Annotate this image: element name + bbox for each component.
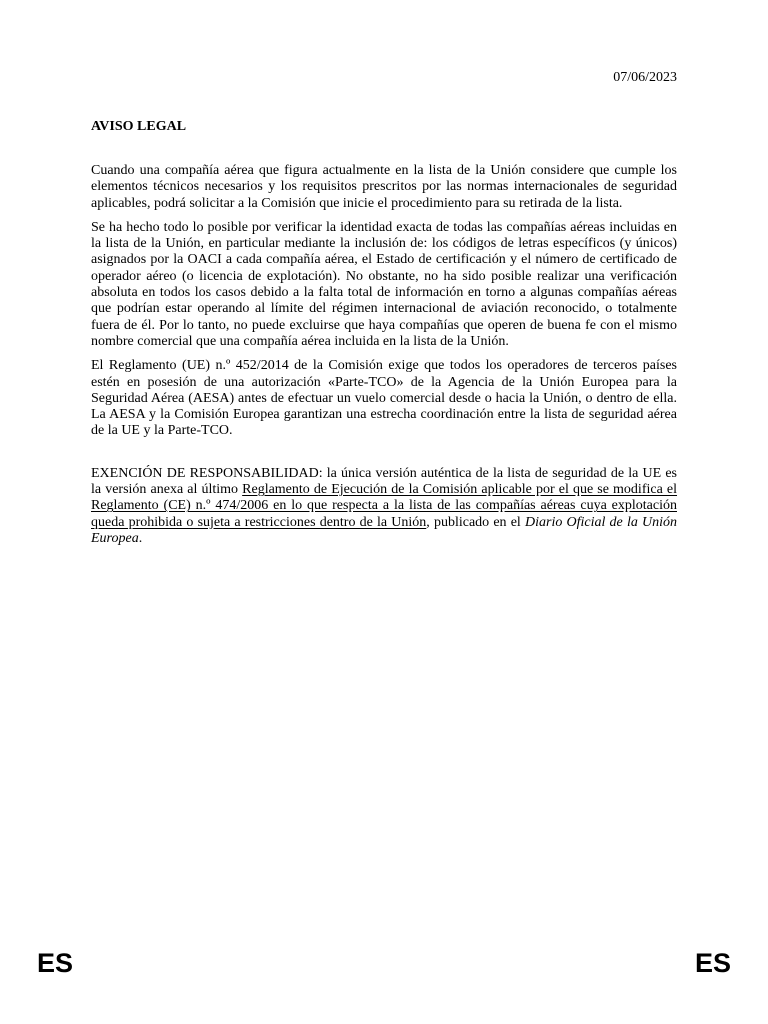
document-body xyxy=(91,163,677,555)
official-journal-name: Diario Oficial de la Unión Europea xyxy=(91,514,677,546)
disclaimer-paragraph xyxy=(91,466,677,547)
disclaimer-lead: EXENCIÓN DE RESPONSABILIDAD: la única versión auténtica de la lista de seguridad de la UE es la versión anexa al último xyxy=(91,465,677,498)
paragraph-identification: Se ha hecho todo lo posible por verificar la identidad exacta de todas las compañías aéreas incluidas en la lista de la Unión, en particular mediante la inclusión de: los códigos de letras específicos (y únicos) asignados por la OACI a cada compañía aérea, el Estado de certificación y el número de certificado de operador aéreo (o licencia de explotación). No obstante, no ha sido posible realizar una verificación absoluta en todos los casos debido a la falta total de información en torno a algunas compañías aéreas que podrían estar operando al límite del régimen internacional de aviación reconocido, o totalmente fuera de él. Por lo tanto, no puede excluirse que haya compañías que operen de buena fe con el mismo nombre comercial que una compañía aérea incluida en la lista de la Unión. xyxy=(91,219,677,349)
disclaimer-middle: , publicado en el xyxy=(426,514,525,530)
paragraph-withdrawal: Cuando una compañía aérea que figura actualmente en la lista de la Unión considere que cumple los elementos técnicos necesarios y los requisitos prescritos por las normas internacionales de seguridad aplicables, podrá solicitar a la Comisión que inicie el procedimiento para su retirada de la lista. xyxy=(91,163,677,211)
language-code-right: ES xyxy=(694,948,731,978)
document-date: 07/06/2023 xyxy=(613,70,677,85)
document-title: AVISO LEGAL xyxy=(91,119,187,134)
language-code-left: ES xyxy=(37,948,74,978)
regulation-link[interactable]: Reglamento de Ejecución de la Comisión aplicable por el que se modifica el Reglamento (CE) n.º 474/2006 en lo que respecta a la lista de las compañías aéreas cuya explotación queda prohibida o sujeta a restricciones dentro de la Unión xyxy=(91,482,678,530)
paragraph-tco-regulation: El Reglamento (UE) n.º 452/2014 de la Comisión exige que todos los operadores de terceros países estén en posesión de una autorización «Parte-TCO» de la Agencia de la Unión Europea para la Seguridad Aérea (AESA) antes de efectuar un vuelo comercial desde o hacia la Unión, o dentro de ella. La AESA y la Comisión Europea garantizan una estrecha coordinación entre la lista de seguridad aérea de la UE y la Parte-TCO. xyxy=(91,358,677,439)
disclaimer-end: . xyxy=(138,530,143,546)
